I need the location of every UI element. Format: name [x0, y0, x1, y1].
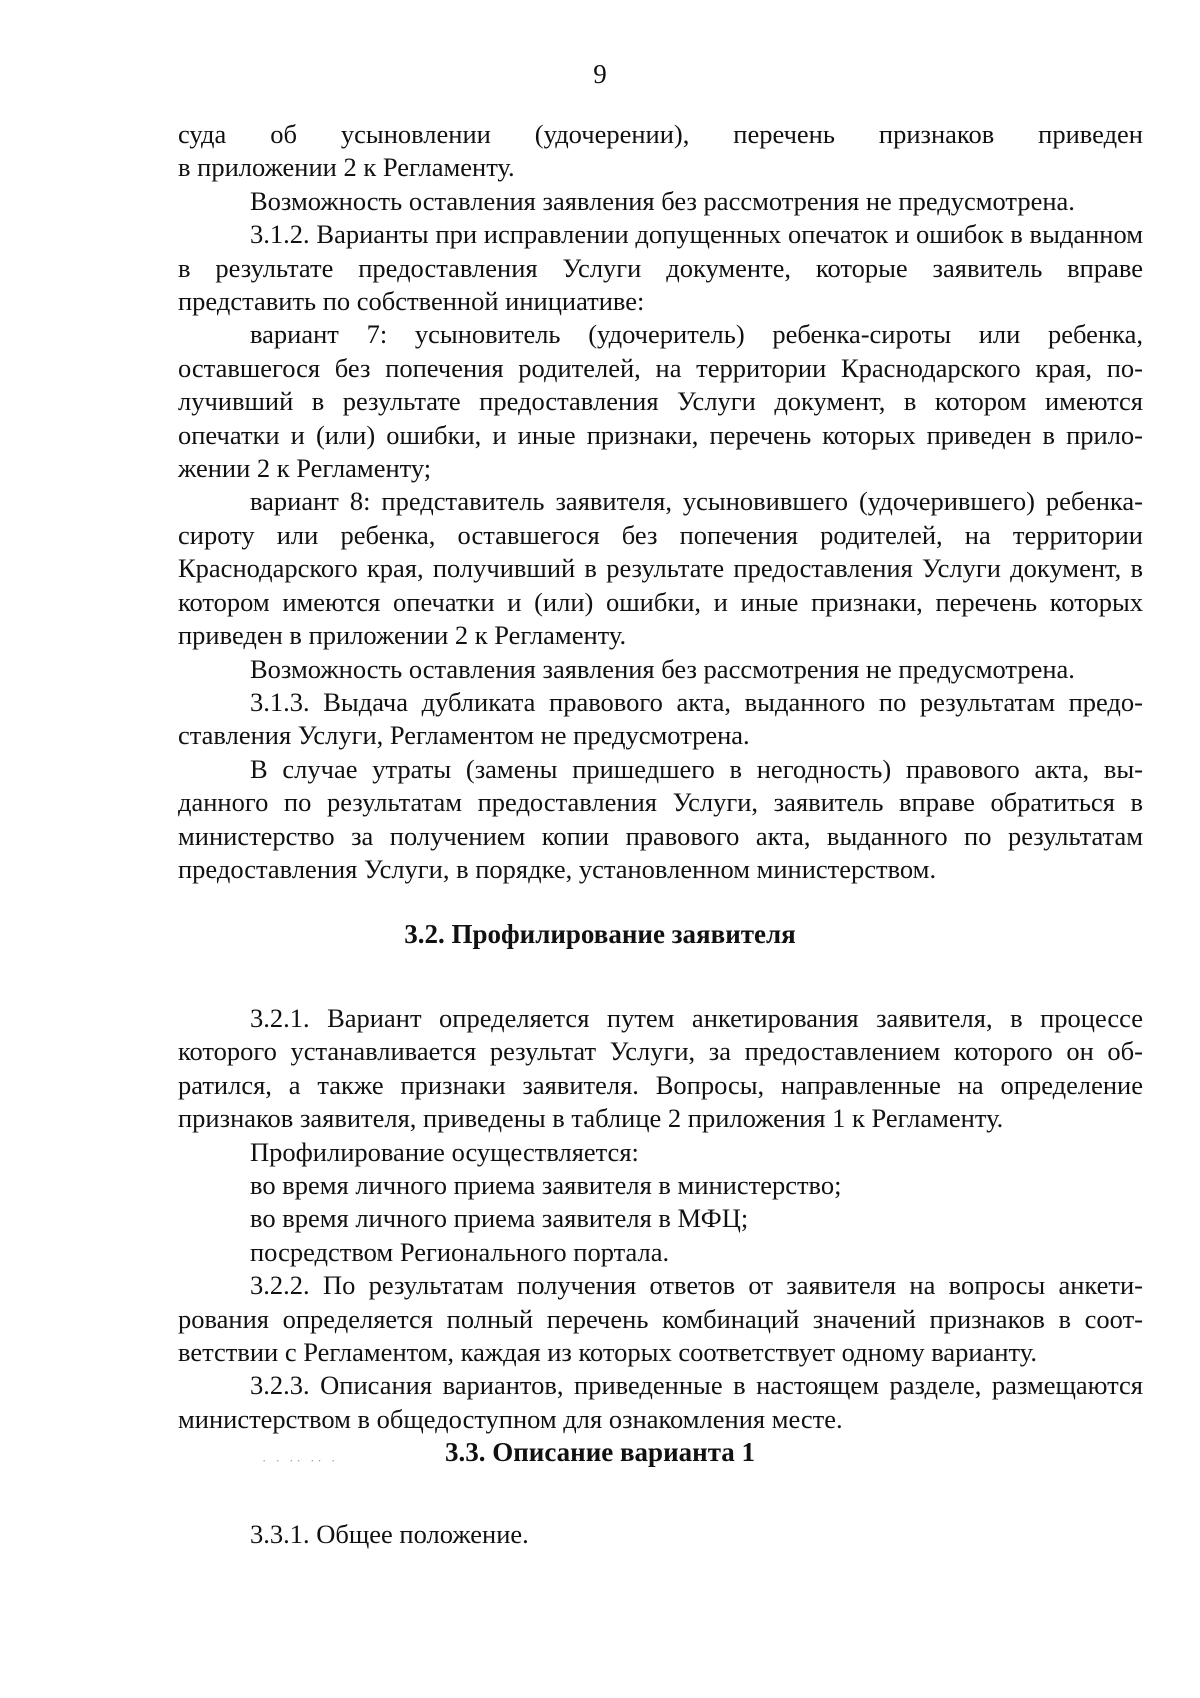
list-item-ministry: во время личного приема заявителя в министерство;: [250, 1170, 842, 1201]
section-3-3-body: [178, 1518, 1143, 1551]
paragraph-3-1-2: 3.1.2. Варианты при исправлении допущенных опечаток и ошибок в выданном в результате предоставления Услуги документе, которые заявитель вправе представить по собственной инициативе:: [178, 219, 1143, 317]
section-heading-3-3: 3.3. Описание варианта 1: [444, 1437, 756, 1467]
paragraph-no-dismissal-2: Возможность оставления заявления без рассмотрения не предусмотрена.: [250, 653, 1075, 684]
paragraph-loss-of-act: В случае утраты (замены пришедшего в негодность) правового акта, выданного по результатам предоставления Услуги, заявитель вправе обратиться в министерство за получением копии правового акта, выданного по результатам предоставления Услуги, в порядке, установленном министерством.: [178, 753, 1143, 884]
paragraph-no-dismissal-1: Возможность оставления заявления без рассмотрения не предусмотрена.: [250, 185, 1075, 216]
paragraph-continuation-part2: в приложении 2 к Регламенту.: [178, 152, 515, 183]
paragraph-profiling-intro: Профилирование осуществляется:: [250, 1136, 639, 1167]
list-item-portal: посредством Регионального портала.: [250, 1236, 670, 1267]
section-heading-3-2: 3.2. Профилирование заявителя: [404, 919, 796, 949]
paragraph-3-2-3: 3.2.3. Описания вариантов, приведенные в настоящем разделе, размещаются министерством в общедоступном для ознакомления месте.: [178, 1370, 1143, 1434]
paragraph-continuation-part1: суда об усыновлении (удочерении), перечень признаков приведен: [178, 119, 1143, 149]
paragraph-3-2-2: 3.2.2. По результатам получения ответов от заявителя на вопросы анкетирования определяется полный перечень комбинаций значений признаков в соответствии с Регламентом, каждая из которых соответствует одному варианту.: [178, 1270, 1143, 1368]
paragraph-variant-7: вариант 7: усыновитель (удочеритель) ребенка-сироты или ребенка, оставшегося без попечения родителей, на территории Краснодарского края, получивший в результате предоставления Услуги документ, в котором имеются опечатки и (или) ошибки, и иные признаки, перечень которых приведен в приложении 2 к Регламенту;: [178, 319, 1143, 484]
section-3-1-continuation: [178, 118, 1143, 886]
list-item-mfc: во время личного приема заявителя в МФЦ;: [250, 1203, 749, 1234]
paragraph-3-2-1: 3.2.1. Вариант определяется путем анкетирования заявителя, в процессе которого устанавливается результат Услуги, за предоставлением которого он обратился, а также признаки заявителя. Вопросы, направленные на определение признаков заявителя, приведены в таблице 2 приложения 1 к Регламенту.: [178, 1003, 1143, 1134]
paragraph-variant-8: вариант 8: представитель заявителя, усыновившего (удочерившего) ребенка-сироту или ребенка, оставшегося без попечения родителей, на территории Краснодарского края, получивший в результате предоставления Услуги документ, в котором имеются опечатки и (или) ошибки, и иные признаки, перечень которых приведен в приложении 2 к Регламенту.: [178, 486, 1143, 651]
scan-artifact: · · ·· ·· ·: [262, 1453, 339, 1468]
paragraph-3-3-1: 3.3.1. Общее положение.: [250, 1519, 529, 1549]
section-3-2-body: [178, 1002, 1143, 1436]
page-number: 9: [593, 59, 607, 89]
paragraph-3-1-3: 3.1.3. Выдача дубликата правового акта, выданного по результатам предоставления Услуги, Регламентом не предусмотрена.: [178, 686, 1143, 751]
